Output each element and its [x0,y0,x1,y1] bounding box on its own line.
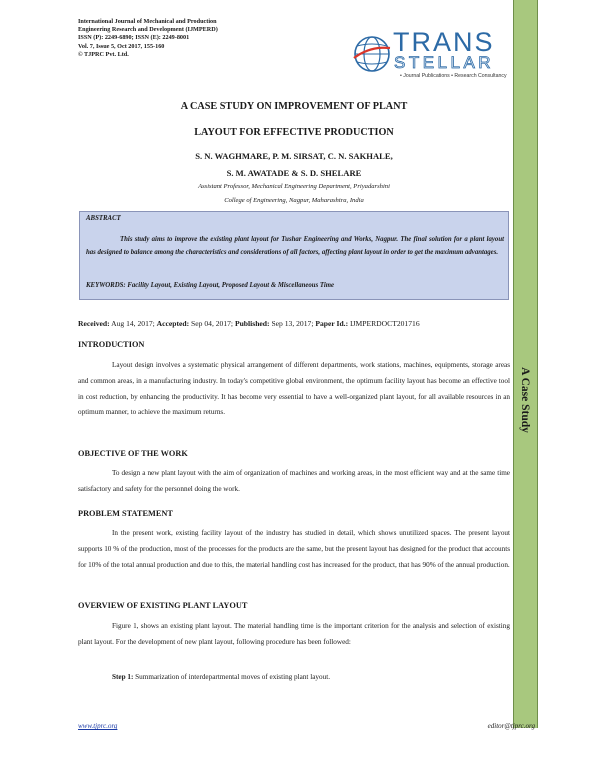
paper-id-value: IJMPERDOCT201716 [348,319,420,328]
abstract-text: This study aims to improve the existing plant layout for Tushar Engineering and Works, Nagpur. The final solution for a plant layout has designed to balance among the characteristics and considerations of all factors, affecting plant layout in order to get the maximum advantages. [86,236,504,256]
problem-statement-heading: PROBLEM STATEMENT [78,509,173,518]
introduction-text: Layout design involves a systematic physical arrangement of different departments, work stations, machines, equipments, storage areas and common areas, in a manufacturing industry. In today's competitive global environment, the optimum facility layout has become an effective tool in cost reduction, by enhancing the productivity. It has become very essential to have a well-organized plant layout, for all available resources in an optimum manner, to achieve the maximum returns. [78,361,510,417]
paper-authors-line2: S. M. AWATADE & S. D. SHELARE [226,168,362,178]
abstract-heading: ABSTRACT [86,215,121,222]
received-line [78,319,518,328]
paper-title-line1: A CASE STUDY ON IMPROVEMENT OF PLANT [180,101,408,112]
journal-name-line2: Engineering Research and Development (IJMPERD) [78,26,218,34]
accepted-date: Sep 04, 2017; [189,319,235,328]
journal-info [78,18,308,59]
objective-text: To design a new plant layout with the aim of organization of machines and working areas, in the most efficient way and at the same time satisfactory and safety for the personnel doing the work. [78,469,510,493]
accepted-label: Accepted: [156,319,190,328]
journal-copyright: © TJPRC Pvt. Ltd. [78,50,129,58]
logo-stellar-text: STELLAR [394,53,495,72]
published-date: Sep 13, 2017; [269,319,316,328]
paper-authors-line1: S. N. WAGHMARE, P. M. SIRSAT, C. N. SAKHALE, [195,151,393,161]
introduction-heading: INTRODUCTION [78,340,145,349]
objective-heading: OBJECTIVE OF THE WORK [78,449,188,458]
journal-issn: ISSN (P): 2249-6890; ISSN (E): 2249-8001 [78,34,190,42]
side-label-text: A Case Study [518,367,531,433]
step-1-label: Step 1: [112,673,134,681]
journal-volume: Vol. 7, Issue 5, Oct 2017, 155-160 [78,42,165,50]
step-1 [112,673,330,681]
paper-affiliation-line1: Assistant Professor, Mechanical Engineering Department, Priyadarshini [198,183,390,190]
paper-id-label: Paper Id.: [315,319,349,328]
received-label: Received: [78,319,110,328]
logo-trans-text: TRANS [393,27,495,57]
problem-statement-text: In the present work, existing facility layout of the industry has studied in detail, which shows unutilized spaces. The present layout supports 10 % of the production, most of the processes for the products are the same, but the present layout has designed for the product that accounts for 10% of the total annual production and due to this, the material handling cost has increased for the product, that has 90% of the annual production. [78,529,510,569]
paper-title-line2: LAYOUT FOR EFFECTIVE PRODUCTION [194,127,394,138]
received-date: Aug 14, 2017; [109,319,157,328]
overview-heading: OVERVIEW OF EXISTING PLANT LAYOUT [78,601,248,610]
overview-text: Figure 1, shows an existing plant layout. The material handling time is the important criterion for the analysis and selection of existing plant layout. For the development of new plant layout, following procedure has been followed: [78,622,510,646]
journal-name-line1: International Journal of Mechanical and Production [78,18,217,25]
logo-tagline: • Journal Publications • Research Consultancy [400,73,507,79]
footer-website-link[interactable]: www.tjprc.org [78,722,118,730]
abstract-box [79,211,509,300]
globe-icon [352,34,392,74]
abstract-keywords: KEYWORDS: Facility Layout, Existing Layout, Proposed Layout & Miscellaneous Time [86,282,335,289]
paper-affiliation-line2: College of Engineering, Nagpur, Maharashtra, India [224,197,364,204]
side-label [513,330,536,470]
published-label: Published: [234,319,270,328]
step-1-text: Summarization of interdepartmental moves of existing plant layout. [133,673,330,681]
footer-email: editor@tjprc.org [487,722,535,730]
